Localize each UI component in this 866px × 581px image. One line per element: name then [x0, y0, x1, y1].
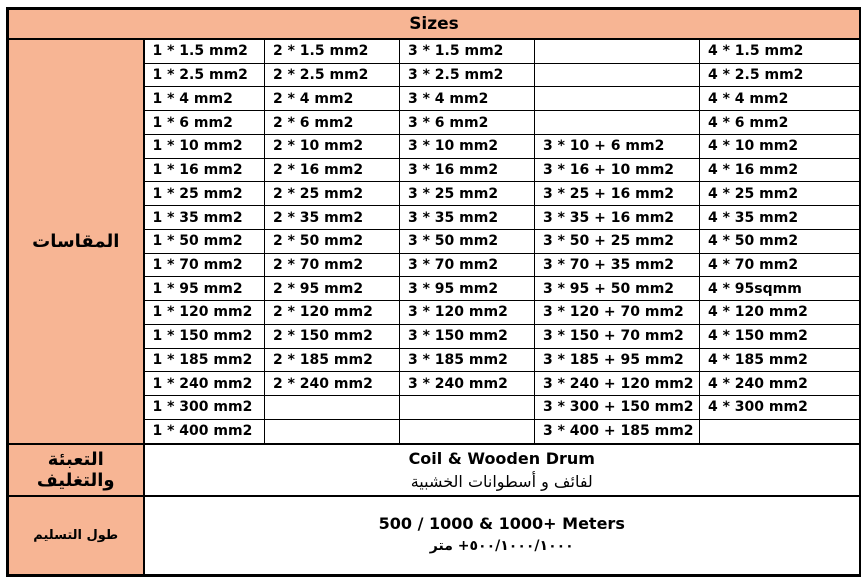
size-cell: 3 * 10 mm2: [400, 134, 535, 158]
size-cell: 4 * 16 mm2: [700, 158, 860, 182]
size-cell: 4 * 300 mm2: [700, 396, 860, 420]
sizes-table-sheet: [6, 7, 861, 577]
size-cell: 4 * 1.5 mm2: [700, 39, 860, 63]
size-cell: 1 * 185 mm2: [144, 348, 265, 372]
size-cell: 1 * 120 mm2: [144, 301, 265, 325]
size-cell: 1 * 400 mm2: [144, 419, 265, 443]
size-cell: 3 * 70 mm2: [400, 253, 535, 277]
size-cell: 2 * 50 mm2: [265, 229, 400, 253]
size-cell: 3 * 120 + 70 mm2: [535, 301, 700, 325]
size-cell: [535, 87, 700, 111]
size-cell: 1 * 16 mm2: [144, 158, 265, 182]
size-cell: 3 * 35 + 16 mm2: [535, 206, 700, 230]
size-cell: 1 * 70 mm2: [144, 253, 265, 277]
size-cell: 2 * 35 mm2: [265, 206, 400, 230]
size-cell: 3 * 50 + 25 mm2: [535, 229, 700, 253]
size-cell: 3 * 16 + 10 mm2: [535, 158, 700, 182]
size-cell: 3 * 25 mm2: [400, 182, 535, 206]
table-header: Sizes: [9, 10, 860, 40]
size-cell: 3 * 240 mm2: [400, 372, 535, 396]
length-en: 500 / 1000 & 1000+ Meters: [378, 514, 625, 534]
size-cell: [535, 111, 700, 135]
size-cell: 4 * 120 mm2: [700, 301, 860, 325]
size-cell: 1 * 35 mm2: [144, 206, 265, 230]
size-cell: 3 * 2.5 mm2: [400, 63, 535, 87]
size-cell: 1 * 300 mm2: [144, 396, 265, 420]
size-cell: [400, 396, 535, 420]
size-cell: 3 * 10 + 6 mm2: [535, 134, 700, 158]
length-label: طول التسليم: [9, 496, 144, 575]
size-cell: 3 * 300 + 150 mm2: [535, 396, 700, 420]
size-cell: [265, 396, 400, 420]
size-cell: 1 * 1.5 mm2: [144, 39, 265, 63]
size-cell: 4 * 4 mm2: [700, 87, 860, 111]
size-cell: [535, 39, 700, 63]
size-cell: 3 * 400 + 185 mm2: [535, 419, 700, 443]
size-cell: 1 * 150 mm2: [144, 324, 265, 348]
size-cell: 4 * 185 mm2: [700, 348, 860, 372]
packing-label: التعبئة والتغليف: [9, 444, 144, 496]
size-cell: 1 * 10 mm2: [144, 134, 265, 158]
size-cell: 3 * 35 mm2: [400, 206, 535, 230]
size-cell: 2 * 4 mm2: [265, 87, 400, 111]
size-cell: 1 * 50 mm2: [144, 229, 265, 253]
packing-value: [144, 444, 860, 496]
size-cell: 2 * 185 mm2: [265, 348, 400, 372]
size-cell: 4 * 70 mm2: [700, 253, 860, 277]
size-cell: 3 * 185 + 95 mm2: [535, 348, 700, 372]
size-cell: 4 * 6 mm2: [700, 111, 860, 135]
size-cell: 1 * 2.5 mm2: [144, 63, 265, 87]
packing-en: Coil & Wooden Drum: [408, 448, 595, 468]
size-cell: 1 * 4 mm2: [144, 87, 265, 111]
length-ar: ٥٠٠/١٠٠٠/١٠٠٠+ متر: [429, 538, 574, 555]
size-cell: 3 * 50 mm2: [400, 229, 535, 253]
size-cell: 3 * 150 + 70 mm2: [535, 324, 700, 348]
size-cell: 3 * 150 mm2: [400, 324, 535, 348]
size-cell: 2 * 2.5 mm2: [265, 63, 400, 87]
size-cell: 1 * 240 mm2: [144, 372, 265, 396]
size-cell: 3 * 1.5 mm2: [400, 39, 535, 63]
size-cell: 1 * 95 mm2: [144, 277, 265, 301]
size-cell: 4 * 150 mm2: [700, 324, 860, 348]
size-cell: 2 * 1.5 mm2: [265, 39, 400, 63]
packing-ar: لفائف و أسطوانات الخشبية: [410, 471, 593, 491]
size-cell: 3 * 95 mm2: [400, 277, 535, 301]
size-cell: 3 * 16 mm2: [400, 158, 535, 182]
size-cell: 1 * 6 mm2: [144, 111, 265, 135]
sizes-label: المقاسات: [9, 39, 144, 444]
size-cell: 2 * 6 mm2: [265, 111, 400, 135]
size-cell: 4 * 10 mm2: [700, 134, 860, 158]
size-cell: 3 * 95 + 50 mm2: [535, 277, 700, 301]
size-cell: 4 * 2.5 mm2: [700, 63, 860, 87]
size-cell: 3 * 185 mm2: [400, 348, 535, 372]
size-cell: [535, 63, 700, 87]
size-cell: 2 * 150 mm2: [265, 324, 400, 348]
size-cell: 4 * 35 mm2: [700, 206, 860, 230]
size-cell: 4 * 95sqmm: [700, 277, 860, 301]
size-cell: [700, 419, 860, 443]
sizes-body: [9, 39, 860, 444]
size-cell: 2 * 25 mm2: [265, 182, 400, 206]
size-cell: [265, 419, 400, 443]
size-cell: 2 * 10 mm2: [265, 134, 400, 158]
table-row: [9, 39, 860, 63]
sizes-table: [8, 9, 860, 575]
size-cell: 2 * 70 mm2: [265, 253, 400, 277]
size-cell: 2 * 120 mm2: [265, 301, 400, 325]
size-cell: 3 * 4 mm2: [400, 87, 535, 111]
size-cell: [400, 419, 535, 443]
size-cell: 3 * 6 mm2: [400, 111, 535, 135]
size-cell: 3 * 240 + 120 mm2: [535, 372, 700, 396]
size-cell: 3 * 70 + 35 mm2: [535, 253, 700, 277]
size-cell: 4 * 240 mm2: [700, 372, 860, 396]
size-cell: 4 * 50 mm2: [700, 229, 860, 253]
size-cell: 2 * 16 mm2: [265, 158, 400, 182]
size-cell: 1 * 25 mm2: [144, 182, 265, 206]
size-cell: 3 * 25 + 16 mm2: [535, 182, 700, 206]
size-cell: 3 * 120 mm2: [400, 301, 535, 325]
size-cell: 2 * 95 mm2: [265, 277, 400, 301]
size-cell: 4 * 25 mm2: [700, 182, 860, 206]
size-cell: 2 * 240 mm2: [265, 372, 400, 396]
length-value: [144, 496, 860, 575]
